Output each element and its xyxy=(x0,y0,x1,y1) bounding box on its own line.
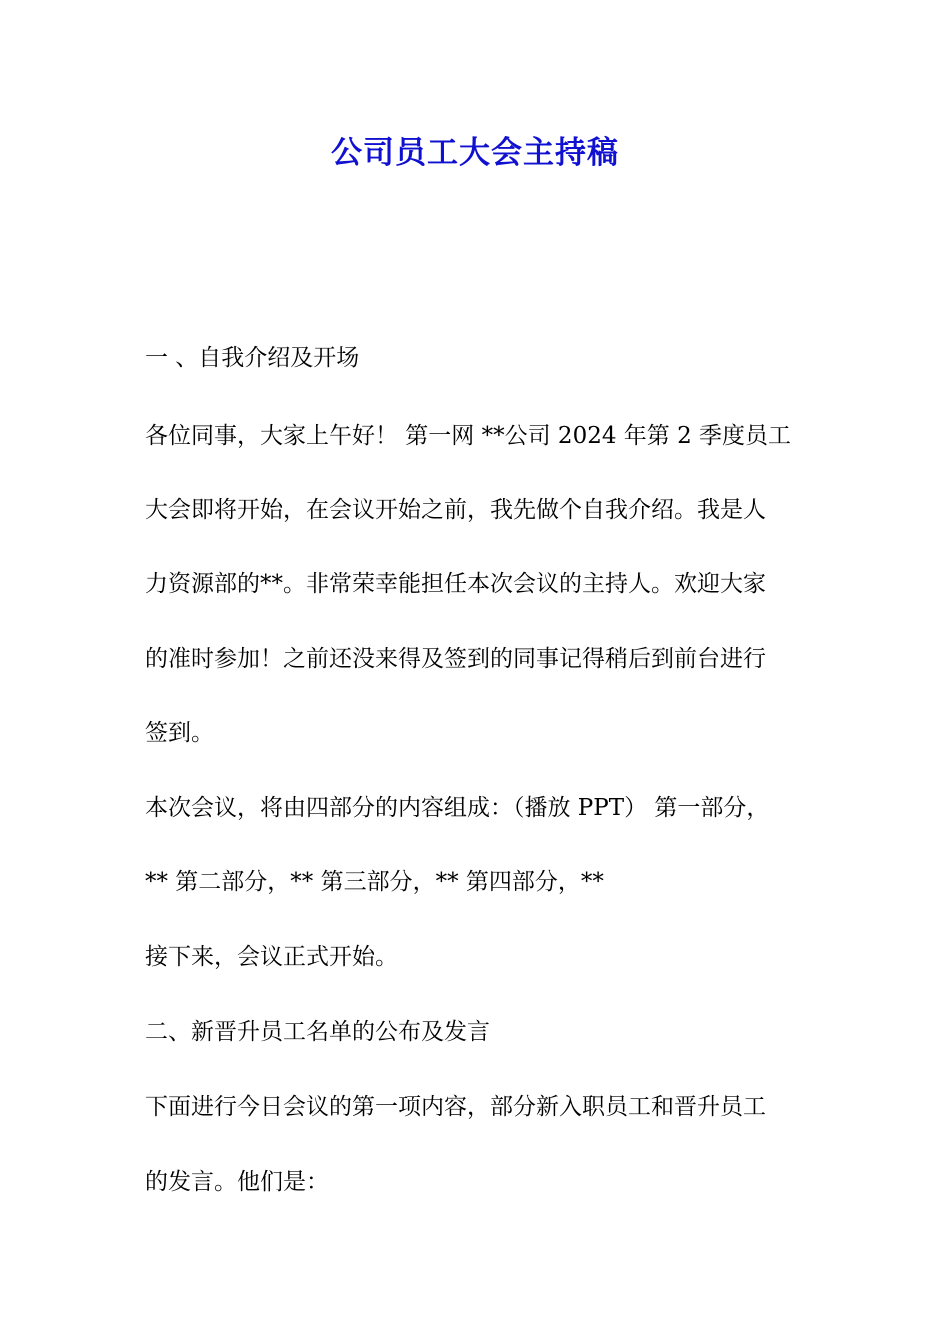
paragraph-line: 大会即将开始，在会议开始之前，我先做个自我介绍。我是人 xyxy=(145,497,766,523)
paragraph-line: 下面进行今日会议的第一项内容，部分新入职员工和晋升员工 xyxy=(145,1094,766,1120)
document-title: 公司员工大会主持稿 xyxy=(331,135,619,171)
section-heading-1: 一 、自我介绍及开场 xyxy=(145,345,360,371)
paragraph-line: 的发言。他们是： xyxy=(145,1169,329,1195)
section-heading-2: 二、新晋升员工名单的公布及发言 xyxy=(145,1019,490,1045)
paragraph-line: 接下来，会议正式开始。 xyxy=(145,944,398,970)
paragraph-line: 本次会议，将由四部分的内容组成：（播放 PPT） 第一部分， xyxy=(145,795,770,821)
paragraph-line: 签到。 xyxy=(145,720,214,746)
paragraph-line: 力资源部的**。非常荣幸能担任本次会议的主持人。欢迎大家 xyxy=(145,571,766,597)
paragraph-line: ** 第二部分，** 第三部分，** 第四部分，** xyxy=(145,869,604,895)
paragraph-line: 的准时参加！之前还没来得及签到的同事记得稍后到前台进行 xyxy=(145,646,766,672)
paragraph-line: 各位同事，大家上午好！ 第一网 **公司 2024 年第 2 季度员工 xyxy=(145,423,792,449)
